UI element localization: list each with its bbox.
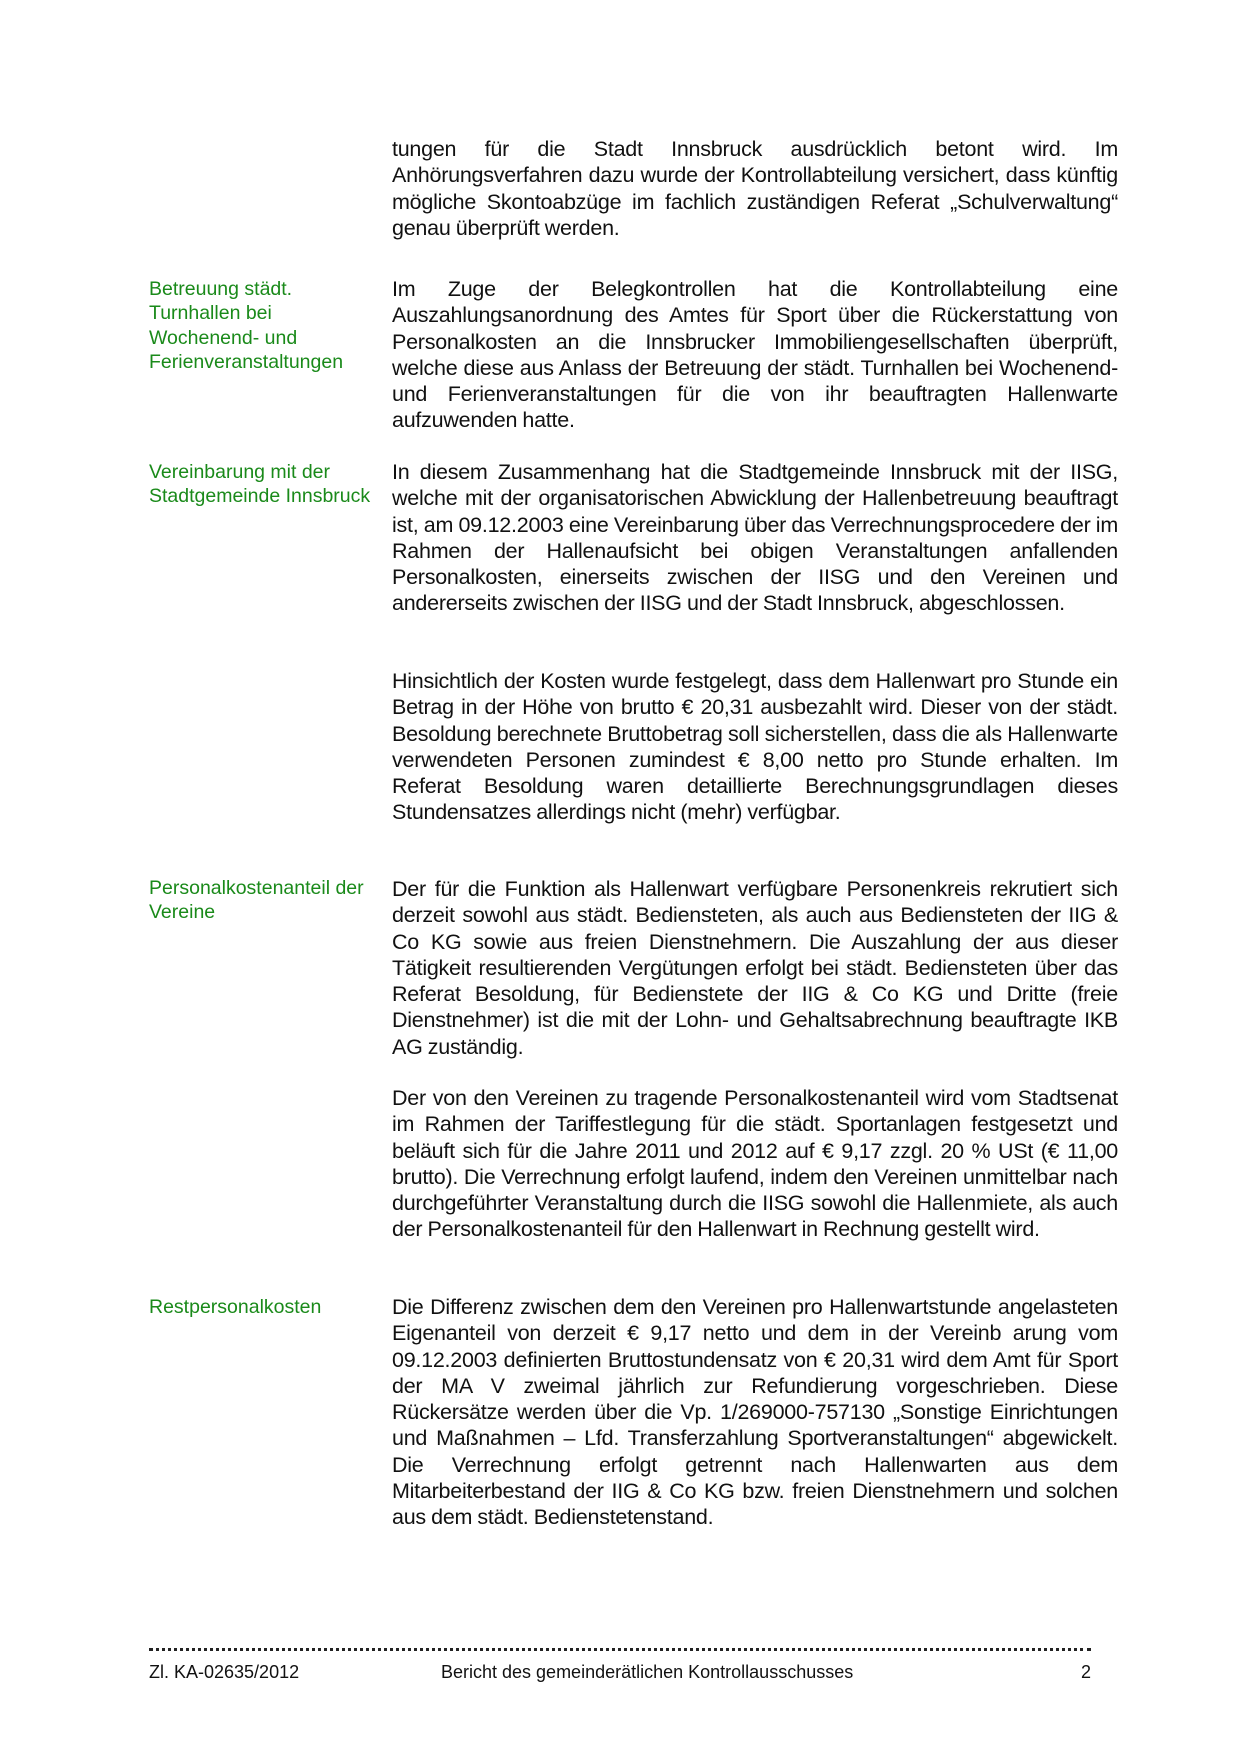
footer-dotted-rule — [149, 1648, 1091, 1651]
paragraph-kosten: Hinsichtlich der Kosten wurde festgelegt, dass dem Hallenwart pro Stunde ein Betrag in der Höhe von brutto € 20,31 ausbezahlt wird. Dieser von der städt. Besoldung berechnete Bruttobetrag soll sicherstellen, dass die als Hallenwarte verwendeten Personen zumindest € 8,00 netto pro Stunde erhalten. Im Referat Besoldung waren detaillierte Berechnungsgrundlagen dieses Stundensatzes allerdings nicht (mehr) verfügbar. — [392, 669, 1118, 825]
footer-title: Bericht des gemeinderätlichen Kontrollausschusses — [441, 1662, 854, 1682]
continuation-paragraph: tungen für die Stadt Innsbruck ausdrücklich betont wird. Im Anhörungsverfahren dazu wurde der Kontrollabteilung versichert, dass künftig mögliche Skontoabzüge im fachlich zuständigen Referat „Schulverwaltung“ genau überprüft werden. — [392, 137, 1118, 240]
paragraph-vereinbarung: In diesem Zusammenhang hat die Stadtgemeinde Innsbruck mit der IISG, welche mit der organisatorischen Abwicklung der Hallenbetreuung beauftragt ist, am 09.12.2003 eine Vereinbarung über das Verrechnungsprocedere der im Rahmen der Hallenaufsicht bei obigen Veranstaltungen anfallenden Personalkosten, einerseits zwischen der IISG und den Vereinen und andererseits zwischen der IISG und der Stadt Innsbruck, abgeschlossen. — [392, 460, 1118, 616]
side-label-restpersonalkosten: Restpersonalkosten — [149, 1296, 322, 1318]
side-label-betreuung-turnhallen: Betreuung städt. Turnhallen bei Wochenend- und Ferienveranstaltungen — [149, 278, 344, 373]
side-label-personalkostenanteil: Personalkostenanteil der Vereine — [149, 877, 364, 924]
paragraph-restpersonalkosten: Die Differenz zwischen dem den Vereinen pro Hallenwartstunde angelasteten Eigenanteil von derzeit € 9,17 netto und dem in der Vereinb arung vom 09.12.2003 definierten Bruttostundensatz von € 20,31 wird dem Amt für Sport der MA V zweimal jährlich zur Refundierung vorgeschrieben. Diese Rückersätze werden über die Vp. 1/269000-757130 „Sonstige Einrichtungen und Maßnahmen – Lfd. Transferzahlung Sportveranstaltungen“ abgewickelt. Die Verrechnung erfolgt getrennt nach Hallenwarten aus dem Mitarbeiterbestand der IIG & Co KG bzw. freien Dienstnehmern und solchen aus dem städt. Bedienstetenstand. — [392, 1295, 1118, 1530]
page-number: 2 — [1080, 1662, 1091, 1682]
paragraph-personalkostenanteil: Der von den Vereinen zu tragende Personalkostenanteil wird vom Stadtsenat im Rahmen der Tariffestlegung für die städt. Sportanlagen festgesetzt und beläuft sich für die Jahre 2011 und 2012 auf € 9,17 zzgl. 20 % USt (€ 11,00 brutto). Die Verrechnung erfolgt laufend, indem den Vereinen unmittelbar nach durchgeführter Veranstaltung durch die IISG sowohl die Hallenmiete, als auch der Personalkostenanteil für den Hallenwart in Rechnung gestellt wird. — [392, 1086, 1118, 1242]
footer-reference: Zl. KA-02635/2012 — [149, 1662, 300, 1682]
paragraph-belegkontrollen: Im Zuge der Belegkontrollen hat die Kontrollabteilung eine Auszahlungsanordnung des Amtes für Sport über die Rückerstattung von Personalkosten an die Innsbrucker Immobiliengesellschaften überprüft, welche diese aus Anlass der Betreuung der städt. Turnhallen bei Wochenend- und Ferienveranstaltungen für die von ihr beauftragten Hallenwarte aufzuwenden hatte. — [392, 277, 1118, 433]
page-footer — [149, 1662, 1091, 1686]
side-label-vereinbarung: Vereinbarung mit der Stadtgemeinde Innsbruck — [149, 461, 371, 508]
paragraph-personenkreis: Der für die Funktion als Hallenwart verfügbare Personenkreis rekrutiert sich derzeit sowohl aus städt. Bediensteten, als auch aus Bediensteten der IIG & Co KG sowie aus freien Dienstnehmern. Die Auszahlung der aus dieser Tätigkeit resultierenden Vergütungen erfolgt bei städt. Bediensteten über das Referat Besoldung, für Bedienstete der IIG & Co KG und Dritte (freie Dienstnehmer) ist die mit der Lohn- und Gehaltsabrechnung beauftragte IKB AG zuständig. — [392, 877, 1118, 1059]
